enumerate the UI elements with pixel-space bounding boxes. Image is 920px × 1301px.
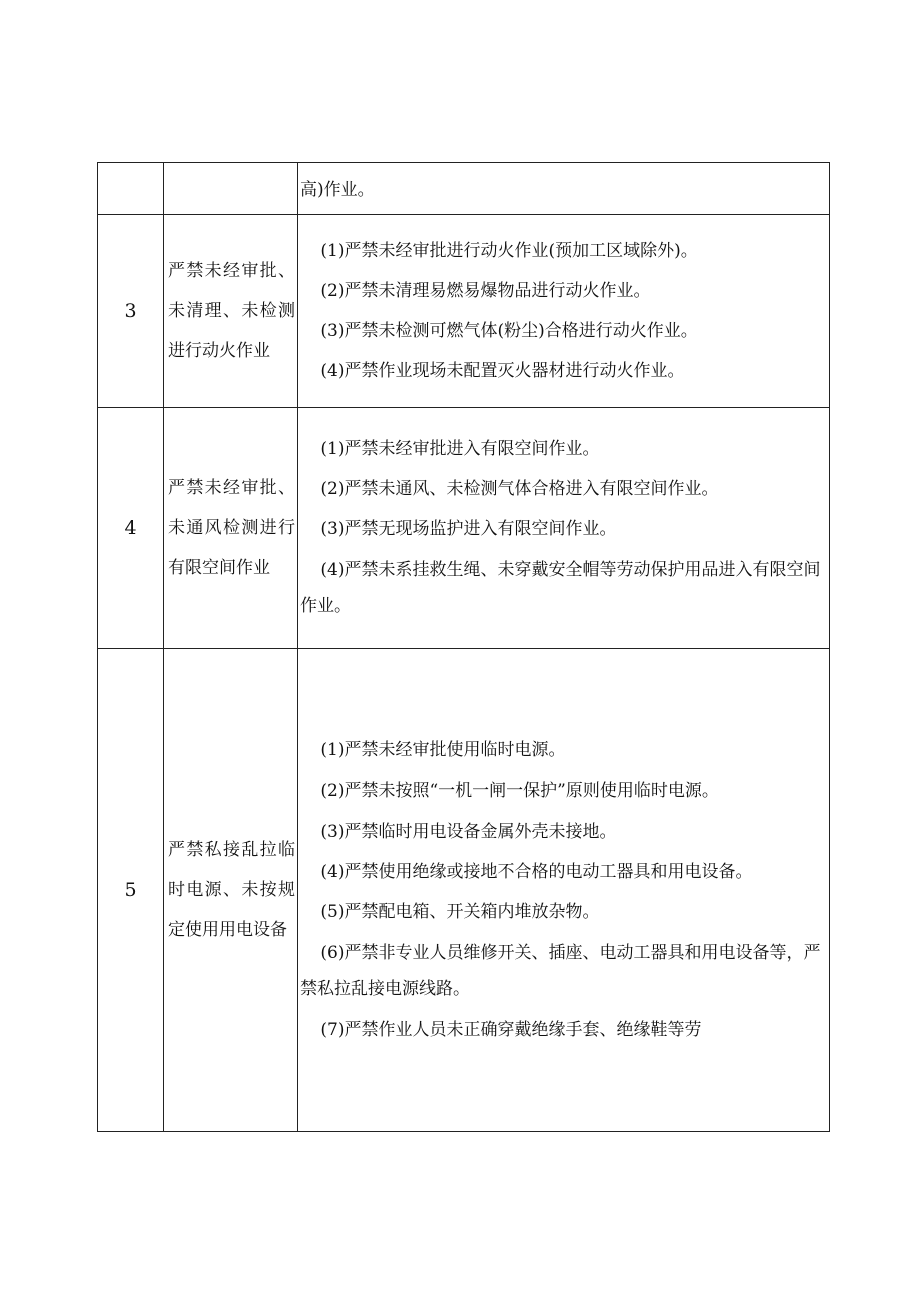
list-item: (3)严禁无现场监护进入有限空间作业。	[320, 519, 617, 539]
row-title: 严禁未经审批、未通风检测进行有限空间作业	[164, 408, 298, 649]
list-item: (3)严禁未检测可燃气体(粉尘)合格进行动火作业。	[320, 321, 698, 341]
list-item: (4)严禁使用绝缘或接地不合格的电动工器具和用电设备。	[320, 862, 753, 882]
list-item: (1)严禁未经审批进行动火作业(预加工区域除外)。	[320, 241, 698, 261]
list-item: (3)严禁临时用电设备金属外壳未接地。	[320, 822, 617, 842]
row-title: 严禁私接乱拉临时电源、未按规定使用用电设备	[164, 649, 298, 1132]
list-item: (2)严禁未按照“一机一闸一保护”原则使用临时电源。	[320, 781, 719, 801]
table-row	[98, 163, 830, 215]
list-item: (5)严禁配电箱、开关箱内堆放杂物。	[320, 902, 600, 922]
row-number: 3	[98, 215, 164, 408]
list-item: (4)严禁作业现场未配置灭火器材进行动火作业。	[320, 361, 685, 381]
row-description	[298, 163, 830, 215]
row-description	[298, 215, 830, 408]
table-row	[98, 408, 830, 649]
list-item: (2)严禁未通风、未检测气体合格进入有限空间作业。	[320, 479, 719, 499]
row-title	[164, 163, 298, 215]
safety-rules-table	[97, 162, 830, 1132]
list-item: (2)严禁未清理易燃易爆物品进行动火作业。	[320, 281, 651, 301]
list-item: (4)严禁未系挂救生绳、未穿戴安全帽等劳动保护用品进入有限空间作业。	[300, 560, 821, 616]
row-number: 4	[98, 408, 164, 649]
row-number	[98, 163, 164, 215]
table-row	[98, 649, 830, 1132]
row-description	[298, 649, 830, 1132]
list-item: (1)严禁未经审批使用临时电源。	[320, 740, 566, 760]
row-description	[298, 408, 830, 649]
list-item: (6)严禁非专业人员维修开关、插座、电动工器具和用电设备等，严禁私拉乱接电源线路。	[300, 943, 821, 999]
list-item: 高)作业。	[300, 179, 375, 200]
list-item: (1)严禁未经审批进入有限空间作业。	[320, 439, 600, 459]
list-item: (7)严禁作业人员未正确穿戴绝缘手套、绝缘鞋等劳	[320, 1020, 702, 1040]
row-title: 严禁未经审批、未清理、未检测进行动火作业	[164, 215, 298, 408]
row-number: 5	[98, 649, 164, 1132]
table-row	[98, 215, 830, 408]
